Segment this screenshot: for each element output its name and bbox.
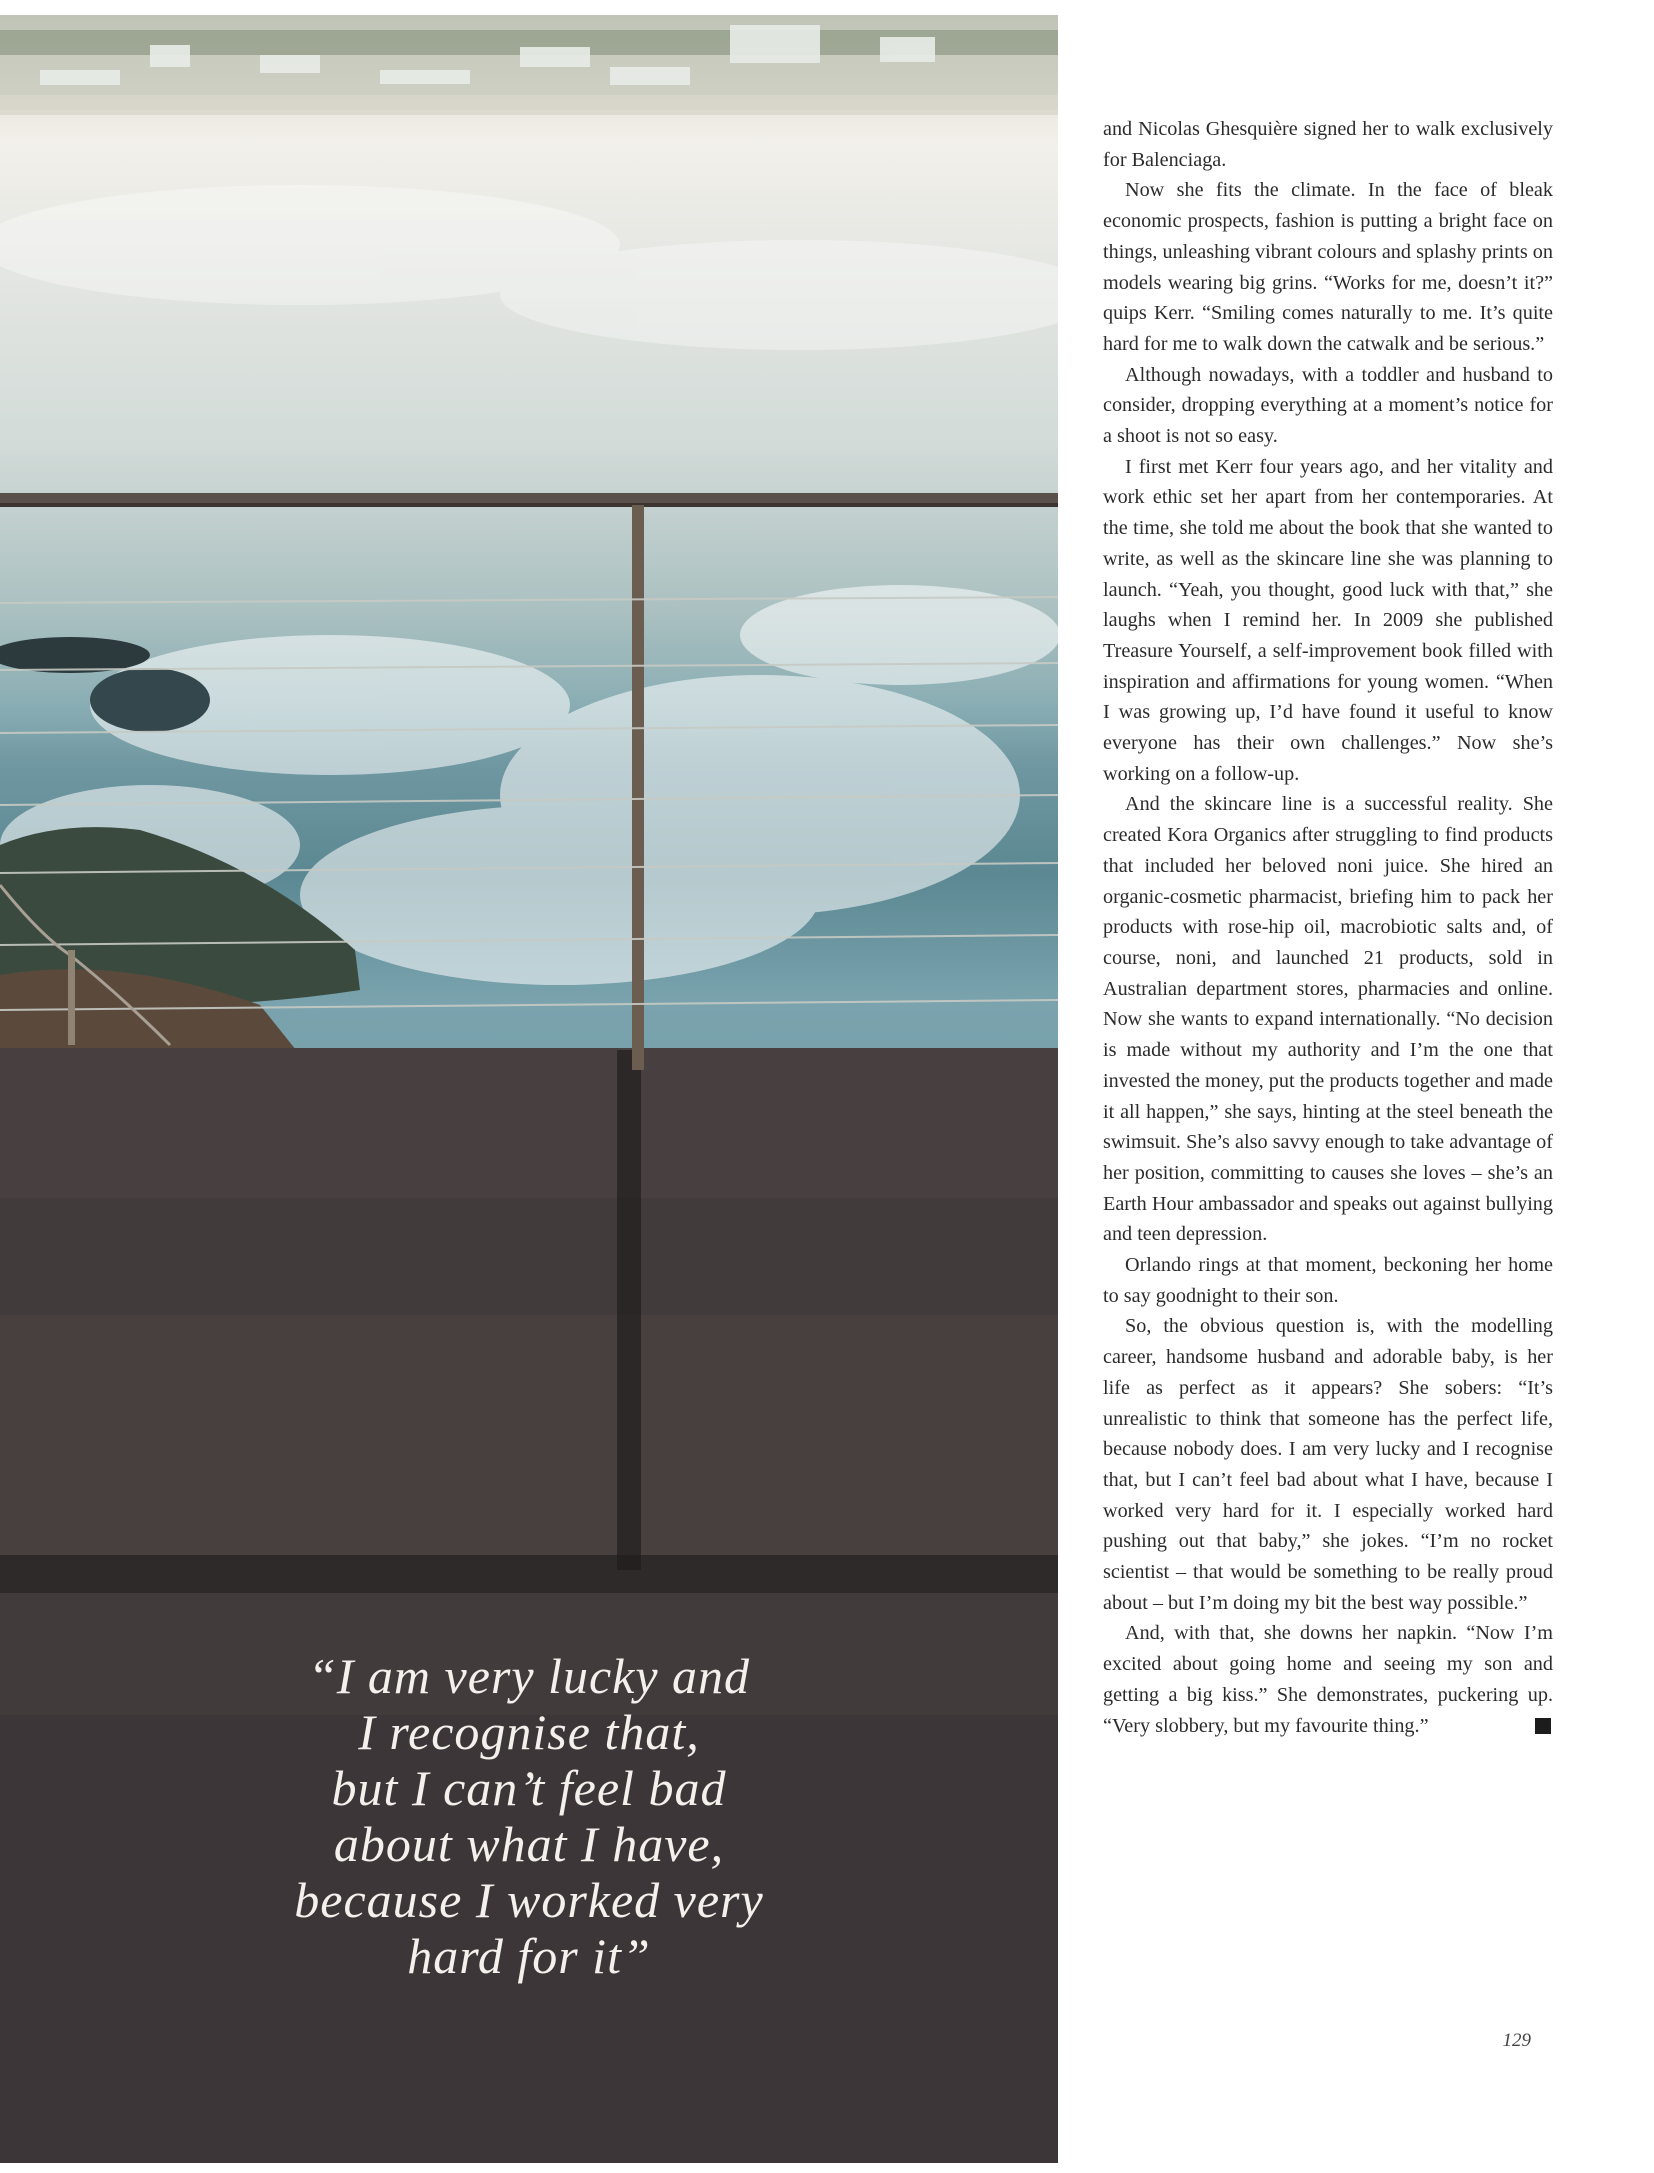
paragraph: Now she fits the climate. In the face of bleak economic prospects, fashion is putting a bright face on things, unleashing vibrant colours and splashy prints on models wearing big grins. “Works for me, doesn’t it?” quips Kerr. “Smiling comes naturally to me. It’s quite hard for me to walk down the catwalk and be serious.” xyxy=(1103,179,1553,355)
final-paragraph xyxy=(1103,1618,1553,1741)
paragraph: So, the obvious question is, with the modelling career, handsome husband and adorable baby, is her life as perfect as it appears? She sobers: “It’s unrealistic to think that someone has the perfect life, because nobody does. I am very lucky and I recognise that, but I can’t feel bad about what I have, because I worked very hard for it. I especially worked hard pushing out that baby,” she jokes. “I’m no rocket scientist – that would be something to be really proud about – but I’m doing my bit the best way possible.” xyxy=(1103,1315,1553,1614)
paragraph: Orlando rings at that moment, beckoning her home to say goodnight to their son. xyxy=(1103,1254,1553,1307)
pull-quote xyxy=(0,1648,1058,1984)
end-of-article-square-icon xyxy=(1535,1718,1551,1734)
paragraph: And the skincare line is a successful reality. She created Kora Organics after struggling to find products that included her beloved noni juice. She hired an organic-cosmetic pharmacist, briefing him to pack her products with rose-hip oil, macrobiotic salts and, of course, noni, and launched 21 products, sold in Australian department stores, pharmacies and online. Now she wants to expand internationally. “No decision is made without my authority and I’m the one that invested the money, put the products together and made it all happen,” she says, hinting at the steel beneath the swimsuit. She’s also savvy enough to take advantage of her position, committing to causes she loves – she’s an Earth Hour ambassador and speaks out against bullying and teen depression. xyxy=(1103,793,1553,1246)
paragraph: and Nicolas Ghesquière signed her to walk exclusively for Balenciaga. xyxy=(1103,118,1553,171)
pull-quote-line: but I can’t feel bad xyxy=(331,1760,727,1816)
pull-quote-line: about what I have, xyxy=(333,1816,725,1872)
pull-quote-line: “I am very lucky and xyxy=(307,1648,751,1704)
pull-quote-line: I recognise that, xyxy=(358,1704,700,1760)
article-body xyxy=(1103,114,1553,1741)
final-paragraph-text: And, with that, she downs her napkin. “Now I’m excited about going home and seeing my son and getting a big kiss.” She demonstrates, puckering up. “Very slobbery, but my favourite thing.” xyxy=(1103,1622,1553,1737)
paragraph: Although nowadays, with a toddler and husband to consider, dropping everything at a moment’s notice for a shoot is not so easy. xyxy=(1103,363,1553,448)
pull-quote-line: hard for it” xyxy=(407,1928,651,1984)
paragraph: I first met Kerr four years ago, and her vitality and work ethic set her apart from her contemporaries. At the time, she told me about the book that she wanted to write, as well as the skincare line she was planning to launch. “Yeah, you thought, good luck with that,” she laughs when I remind her. In 2009 she published Treasure Yourself, a self-improvement book filled with inspiration and affirmations for young women. “When I was growing up, I’d have found it useful to know everyone has their own challenges.” Now she’s working on a follow-up. xyxy=(1103,455,1553,785)
page-number: 129 xyxy=(1502,2030,1531,2051)
cover-photo xyxy=(0,15,1058,2163)
pull-quote-line: because I worked very xyxy=(294,1872,764,1928)
